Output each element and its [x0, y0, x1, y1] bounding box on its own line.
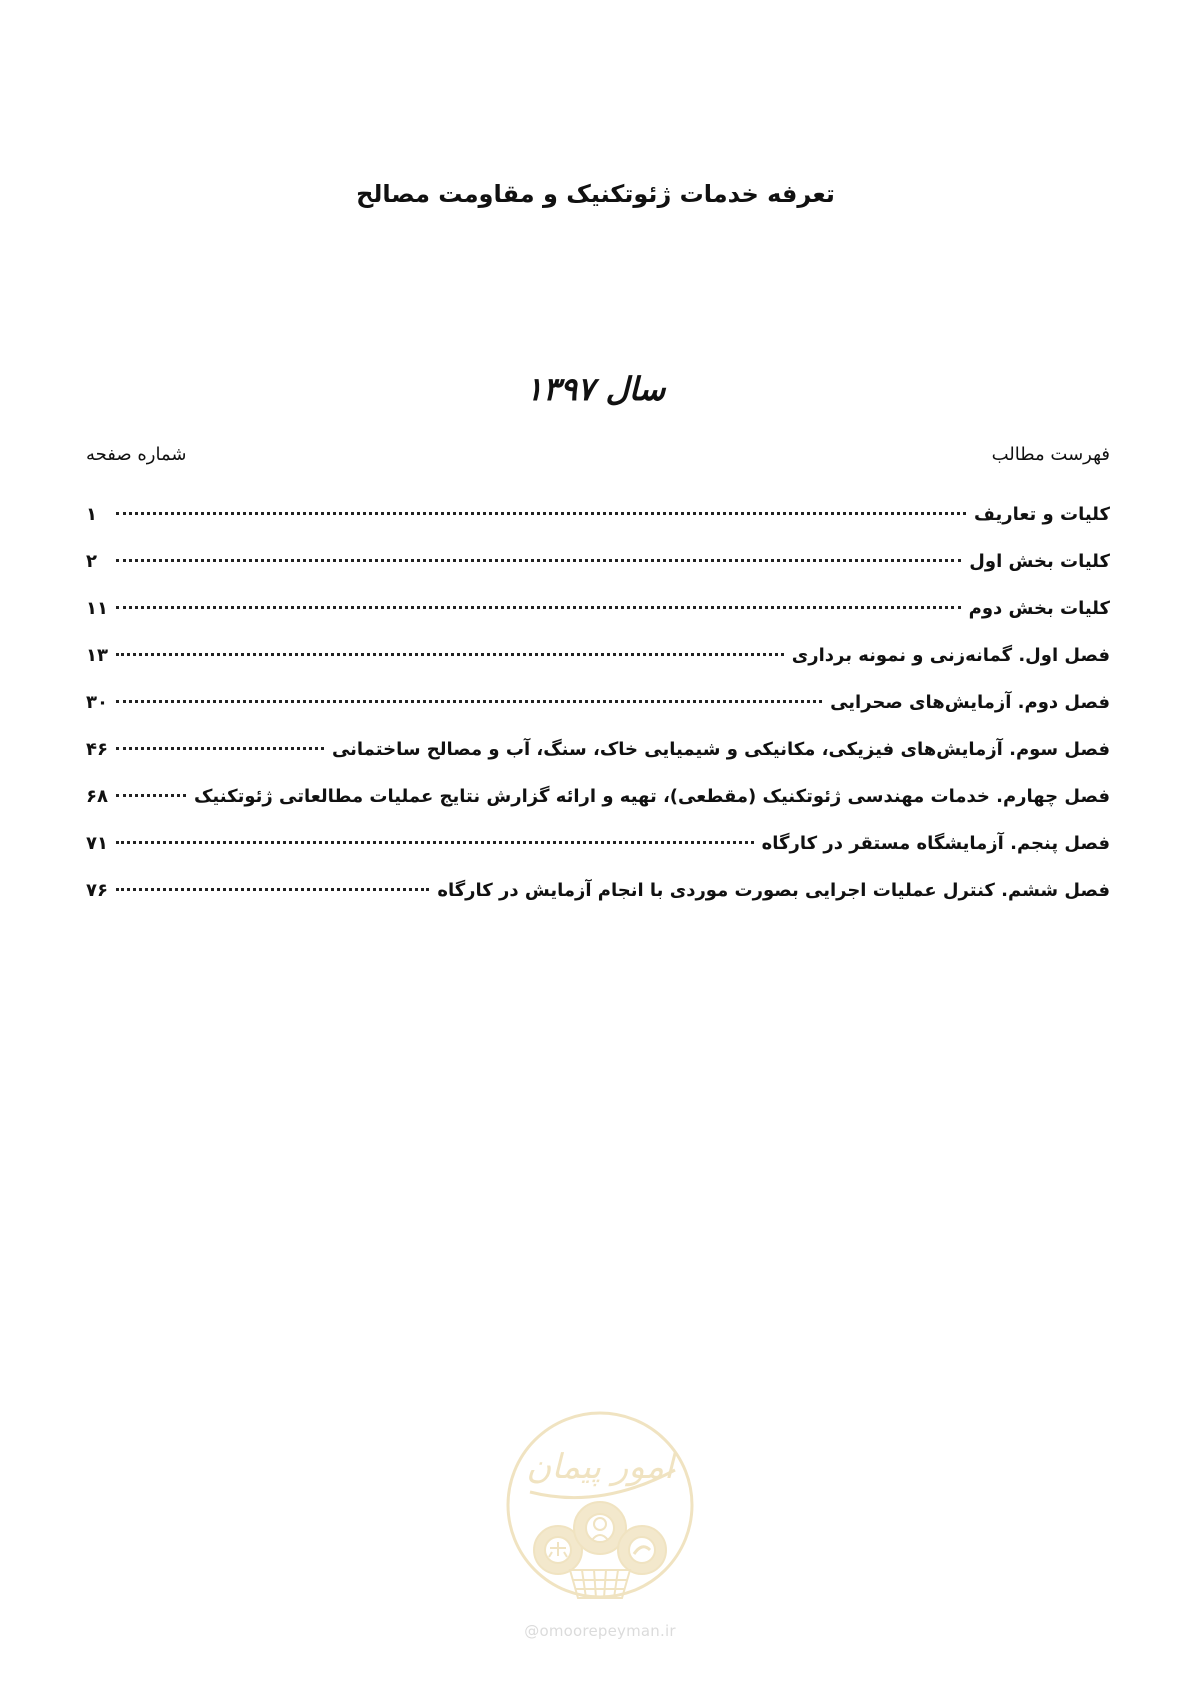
- toc-entry[interactable]: [86, 500, 1110, 547]
- dot-leader: [116, 653, 784, 656]
- dot-leader: [116, 700, 822, 703]
- toc-entry[interactable]: [86, 782, 1110, 829]
- toc-heading: فهرست مطالب: [991, 444, 1110, 465]
- year-heading: سال ۱۳۹۷: [525, 369, 666, 408]
- logo-text: امور پیمان: [526, 1447, 674, 1487]
- toc-entry-page: ۱۳: [86, 645, 108, 666]
- toc-entry-page: ۷۱: [86, 833, 108, 854]
- toc-entry-title: فصل دوم. آزمایش‌های صحرایی: [830, 692, 1110, 713]
- toc-entry-page: ۱: [86, 504, 97, 525]
- dot-leader: [116, 794, 186, 797]
- toc-header: [86, 440, 1110, 470]
- toc-entry-title: کلیات و تعاریف: [974, 504, 1110, 525]
- toc-entry[interactable]: [86, 829, 1110, 876]
- dot-leader: [116, 747, 324, 750]
- toc-entry-title: فصل چهارم. خدمات مهندسی ژئوتکنیک (مقطعی)، تهیه و ارائه گزارش نتایج عملیات مطالعاتی ژئوتکنیک: [193, 786, 1110, 807]
- toc-entry-page: ۶۸: [86, 786, 108, 807]
- document-title: تعرفه خدمات ژئوتکنیک و مقاومت مصالح: [356, 180, 835, 209]
- toc-entry-page: ۳۰: [86, 692, 108, 713]
- toc-entry-title: فصل اول. گمانه‌زنی و نمونه برداری: [791, 645, 1110, 666]
- dot-leader: [116, 606, 961, 609]
- toc-entry-page: ۲: [86, 551, 97, 572]
- dot-leader: [116, 888, 429, 891]
- toc-entry-page: ۴۶: [86, 739, 108, 760]
- toc-entry[interactable]: [86, 594, 1110, 641]
- toc-entry-title: کلیات بخش دوم: [968, 598, 1110, 619]
- toc-entry-title: فصل ششم. کنترل عملیات اجرایی بصورت موردی با انجام آزمایش در کارگاه: [437, 880, 1110, 901]
- toc-entry-title: فصل سوم. آزمایش‌های فیزیکی، مکانیکی و شیمیایی خاک، سنگ، آب و مصالح ساختمانی: [331, 739, 1110, 760]
- watermark: [500, 1400, 700, 1650]
- table-of-contents: [86, 500, 1110, 923]
- dot-leader: [116, 512, 966, 515]
- watermark-url: @omoorepeyman.ir: [524, 1622, 676, 1640]
- dot-leader: [116, 841, 754, 844]
- toc-entry-title: فصل پنجم. آزمایشگاه مستقر در کارگاه: [761, 833, 1110, 854]
- watermark-logo: [500, 1400, 700, 1610]
- toc-entry[interactable]: [86, 735, 1110, 782]
- toc-entry[interactable]: [86, 547, 1110, 594]
- toc-entry-page: ۱۱: [86, 598, 108, 619]
- toc-entry[interactable]: [86, 641, 1110, 688]
- dot-leader: [116, 559, 961, 562]
- toc-entry-page: ۷۶: [86, 880, 108, 901]
- toc-entry-title: کلیات بخش اول: [969, 551, 1110, 572]
- toc-entry[interactable]: [86, 876, 1110, 923]
- page-number-heading: شماره صفحه: [86, 444, 187, 465]
- toc-entry[interactable]: [86, 688, 1110, 735]
